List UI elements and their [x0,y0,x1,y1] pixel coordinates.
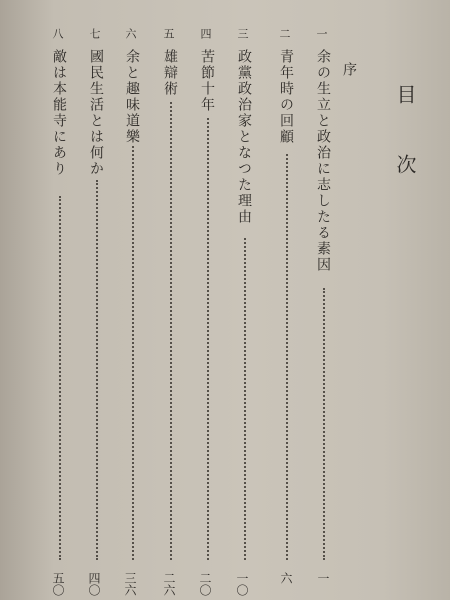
entry-number: 七 [88,28,101,39]
entry-page: 四〇 [87,572,101,596]
entry-number: 一 [315,28,328,39]
entry-number: 六 [124,28,137,39]
entry-title: 雄辯術 [162,49,178,97]
entry-number: 八 [51,28,64,39]
entry-title: 青年時の回顧 [278,49,294,145]
leader-dots [96,180,98,560]
entry-title: 政黨政治家となつた理由 [236,49,252,225]
entry-page: 二〇 [198,572,212,596]
entry-title: 苦節十年 [199,49,215,113]
entry-title: 國民生活とは何か [88,49,104,177]
leader-dots [170,102,172,560]
entry-title: 余の生立と政治に志したる素因 [315,49,331,273]
entry-page: 一 [316,572,330,584]
entry-title: 余と趣味道樂 [124,49,140,145]
entry-page: 一〇 [235,572,249,596]
entry-title: 敵は本能寺にあり [51,49,67,177]
leader-dots [323,288,325,560]
entry-number: 三 [236,28,249,39]
entry-page: 二六 [162,572,176,596]
leader-dots [244,238,246,560]
entry-page: 三六 [123,572,137,596]
leader-dots [207,118,209,560]
entry-page: 五〇 [51,572,65,596]
toc-title-tsugi: 次 [393,154,417,174]
leader-dots [59,196,61,560]
entry-page: 六 [279,572,293,584]
preface-label: 序 [341,62,357,76]
entry-number: 四 [199,28,212,39]
leader-dots [286,154,288,560]
toc-title-moku: 目 [393,84,417,104]
leader-dots [132,146,134,560]
entry-number: 二 [278,28,291,39]
entry-number: 五 [162,28,175,39]
